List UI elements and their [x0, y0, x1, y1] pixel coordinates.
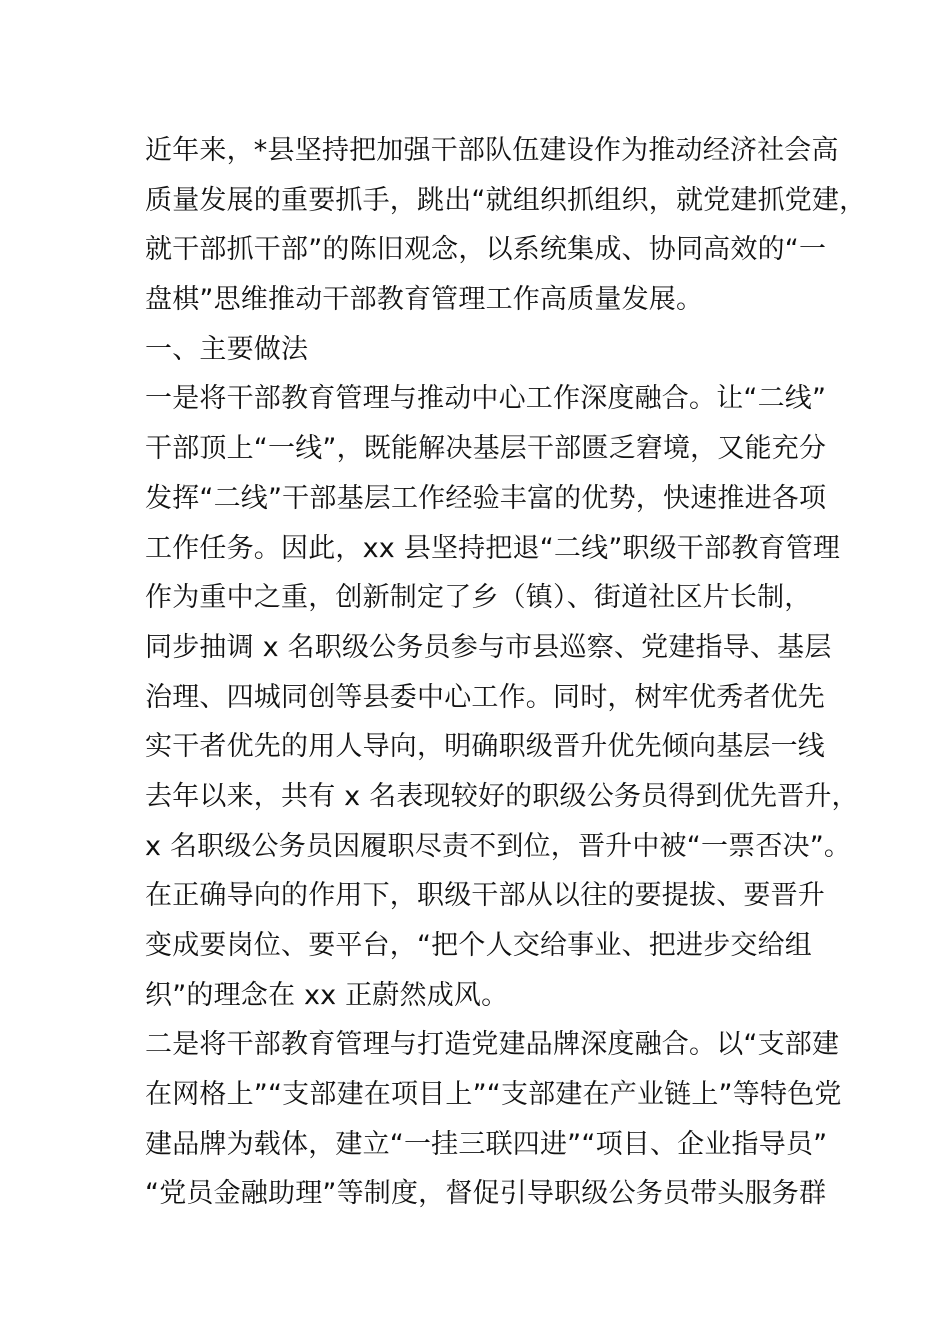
text-line: 二是将干部教育管理与打造党建品牌深度融合。以“支部建 [145, 1029, 840, 1061]
section-heading: 一、主要做法 [145, 333, 309, 365]
text-line: 质量发展的重要抓手，跳出“就组织抓组织，就党建抓党建， [145, 184, 867, 216]
text-line: 同步抽调 x 名职级公务员参与市县巡察、党建指导、基层 [145, 631, 832, 663]
text-line: “党员金融助理”等制度，督促引导职级公务员带头服务群 [145, 1178, 827, 1210]
text-line: 在正确导向的作用下，职级干部从以往的要提拔、要晋升 [145, 880, 825, 912]
text-line: 就干部抓干部”的陈旧观念，以系统集成、协同高效的“一 [145, 234, 827, 266]
document-body [145, 126, 867, 1219]
text-line: 去年以来，共有 x 名表现较好的职级公务员得到优先晋升， [145, 780, 859, 812]
text-line: 盘棋”思维推动干部教育管理工作高质量发展。 [145, 284, 704, 316]
text-line: 发挥“二线”干部基层工作经验丰富的优势，快速推进各项 [145, 482, 827, 514]
text-line: 近年来，*县坚持把加强干部队伍建设作为推动经济社会高 [145, 135, 839, 166]
text-line: 一是将干部教育管理与推动中心工作深度融合。让“二线” [145, 383, 827, 415]
text-line: 工作任务。因此，xx 县坚持把退“二线”职级干部教育管理 [145, 532, 841, 564]
text-line: 在网格上”“支部建在项目上”“支部建在产业链上”等特色党 [145, 1079, 842, 1111]
text-line: 织”的理念在 xx 正蔚然成风。 [145, 979, 509, 1011]
text-line: 变成要岗位、要平台，“把个人交给事业、把进步交给组 [145, 930, 812, 961]
text-line: 作为重中之重，创新制定了乡（镇）、街道社区片长制， [145, 582, 812, 614]
text-line: 治理、四城同创等县委中心工作。同时，树牢优秀者优先 [145, 681, 825, 713]
text-line: 实干者优先的用人导向，明确职级晋升优先倾向基层一线 [145, 731, 825, 763]
text-line: 建品牌为载体，建立“一挂三联四进”“项目、企业指导员” [145, 1128, 828, 1160]
text-line: 干部顶上“一线”，既能解决基层干部匮乏窘境，又能充分 [145, 433, 827, 465]
text-line: x 名职级公务员因履职尽责不到位，晋升中被“一票否决”。 [145, 830, 852, 862]
